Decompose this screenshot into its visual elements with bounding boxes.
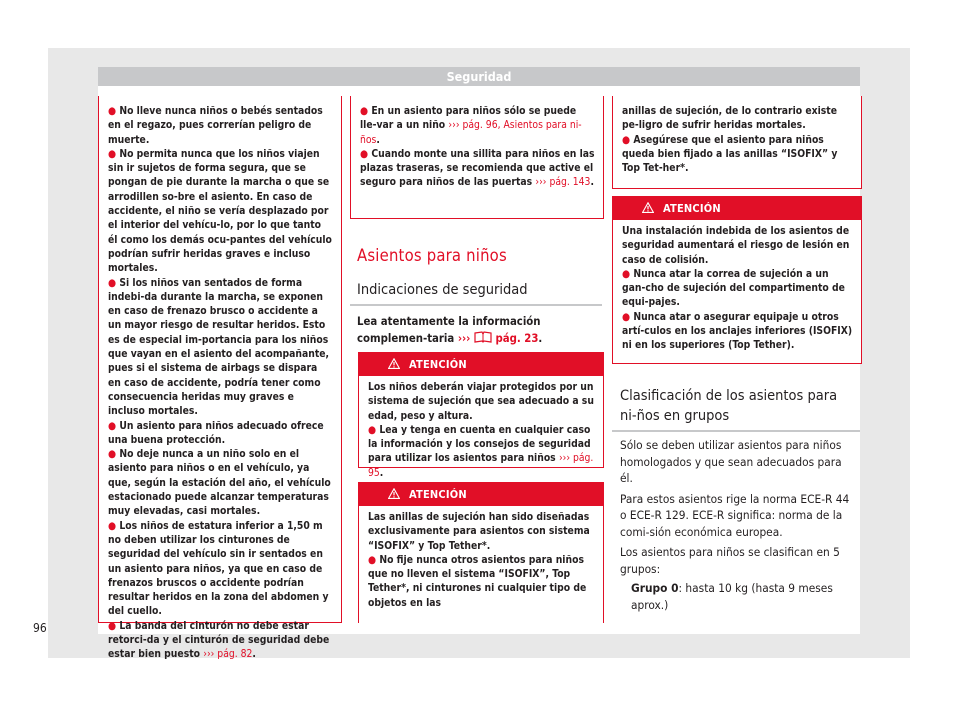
group-item: Grupo 0: hasta 10 kg (hasta 9 meses aprox.) xyxy=(631,581,833,612)
list-item: ● Un asiento para niños adecuado ofrece una buena protección. xyxy=(108,419,324,446)
link-arrows[interactable]: ››› xyxy=(457,331,471,345)
list-item: ● Los niños de estatura inferior a 1,50 m no deben utilizar los cinturones de seguridad del vehículo sin ir sentados en un asiento para niños, ya que en caso de frenazos bruscos o accidente podrían resultar heridos en la zona del abdomen y del cuello. xyxy=(108,519,329,618)
list-item: ● No fije nunca otros asientos para niños que no lleven el sistema “ISOFIX”, Top Tether*, ni cinturones ni cualquier tipo de objetos en las xyxy=(368,553,587,609)
page-link[interactable]: ››› pág. 95 xyxy=(368,452,594,479)
warning-icon xyxy=(388,488,400,499)
page-link[interactable]: pág. 23 xyxy=(495,331,539,345)
list-item: ● La banda del cinturón no debe estar retorci-da y el cinturón de seguridad debe estar bien puesto ››› pág. 82. xyxy=(108,619,330,661)
paragraph: Para estos asientos rige la norma ECE-R 44 o ECE-R 129. ECE-R significa: norma de la comi-sión económica europea. xyxy=(620,491,850,539)
list-item: ● No lleve nunca niños o bebés sentados en el regazo, pues correrían peligro de muerte. xyxy=(108,105,323,146)
list-item: ● Lea y tenga en cuenta en cualquier caso la información y los consejos de seguridad para utilizar los asientos para niños ››› pág. 95. xyxy=(368,423,594,479)
list-item: ● Nunca atar la correa de sujeción a un gan-cho de sujeción del compartimento de equi-pajes. xyxy=(622,267,845,309)
warning-box-3 xyxy=(612,196,862,364)
warning-box-col3-top xyxy=(612,96,862,189)
paragraph: Sólo se deben utilizar asientos para niños homologados y que sean adecuados para él. xyxy=(620,438,842,485)
section-title: Asientos para niños xyxy=(357,246,507,265)
body-text xyxy=(620,437,856,613)
list-item: ● Asegúrese que el asiento para niños queda bien fijado a las anillas “ISOFIX” y Top Tet-her*. xyxy=(622,133,838,175)
page-link[interactable]: ››› pág. 143 xyxy=(535,176,591,189)
warning-box-col2-top xyxy=(350,96,604,219)
list-item: ● No permita nunca que los niños viajen sin ir sujetos de forma segura, que se pongan de pie durante la marcha o que se arrodillen so-bre el asiento. En caso de accidente, el niño se vería desplazado por el interior del vehícu-lo, por lo que tanto él como los demás ocu-pantes del vehículo podrían sufrir heridas graves e incluso mortales. xyxy=(108,147,332,275)
warning-text: Una instalación indebida de los asientos de seguridad aumentará el riesgo de lesión en caso de colisión. xyxy=(622,225,850,266)
page-link[interactable]: ››› pág. 82 xyxy=(203,648,253,661)
warning-header: ATENCIÓN xyxy=(613,197,861,220)
warning-header: ATENCIÓN xyxy=(359,353,603,376)
list-item: ● Nunca atar o asegurar equipaje u otros artí-culos en los anclajes inferiores (ISOFIX) ni en los superiores (Top Tether). xyxy=(622,310,853,352)
page-header: Seguridad xyxy=(98,67,860,86)
warning-list-col2 xyxy=(360,104,595,190)
warning-box-2 xyxy=(358,482,604,623)
page-number: 96 xyxy=(33,621,47,635)
subsection-title: Indicaciones de seguridad xyxy=(357,282,528,298)
warning-icon xyxy=(642,202,654,213)
divider xyxy=(350,304,602,306)
list-item: ● No deje nunca a un niño solo en el asiento para niños o en el vehículo, ya que, según la estación del año, el vehículo estacionado puede alcanzar temperaturas muy elevadas, casi mortales. xyxy=(108,448,331,518)
list-item: ● Cuando monte una sillita para niños en las plazas traseras, se recomienda que active el seguro para niños de las puertas ››› pág. 143. xyxy=(360,147,595,189)
warning-text: Los niños deberán viajar protegidos por un sistema de sujeción que sea adecuado a su edad, peso y altura. xyxy=(368,381,594,422)
warning-box-1 xyxy=(358,352,604,479)
paragraph: Los asientos para niños se clasifican en 5 grupos: xyxy=(620,545,840,576)
warning-text: anillas de sujeción, de lo contrario existe pe-ligro de sufrir heridas mortales. xyxy=(622,105,838,132)
warning-header: ATENCIÓN xyxy=(359,483,603,506)
book-icon xyxy=(474,331,492,343)
warning-list-col1 xyxy=(108,104,333,662)
section-title-2: Clasificación de los asientos para ni-ños en grupos xyxy=(620,388,838,424)
warning-icon xyxy=(388,358,400,369)
list-item: ● En un asiento para niños sólo se puede lle-var a un niño ››› pág. 96, Asientos para ni-ños. xyxy=(360,105,582,146)
page-link[interactable]: ››› pág. 96, Asientos para ni-ños xyxy=(360,119,582,146)
warning-box-col1 xyxy=(98,96,342,661)
intro-paragraph: Lea atentamente la información complemen-taria ››› pág. 23. xyxy=(357,315,543,345)
warning-text: Las anillas de sujeción han sido diseñadas exclusivamente para asientos con sistema “ISOFIX” y Top Tether*. xyxy=(368,511,590,552)
divider xyxy=(612,430,860,432)
list-item: ● Si los niños van sentados de forma indebi-da durante la marcha, se exponen en caso de frenazo brusco o accidente a un mayor riesgo de resultar heridos. Esto es de especial im-portancia para los niños que vayan en el asiento del acompañante, pues si el sistema de airbags se dispara en caso de accidente, podría tener como consecuencia heridas muy graves e incluso mortales. xyxy=(108,276,330,418)
